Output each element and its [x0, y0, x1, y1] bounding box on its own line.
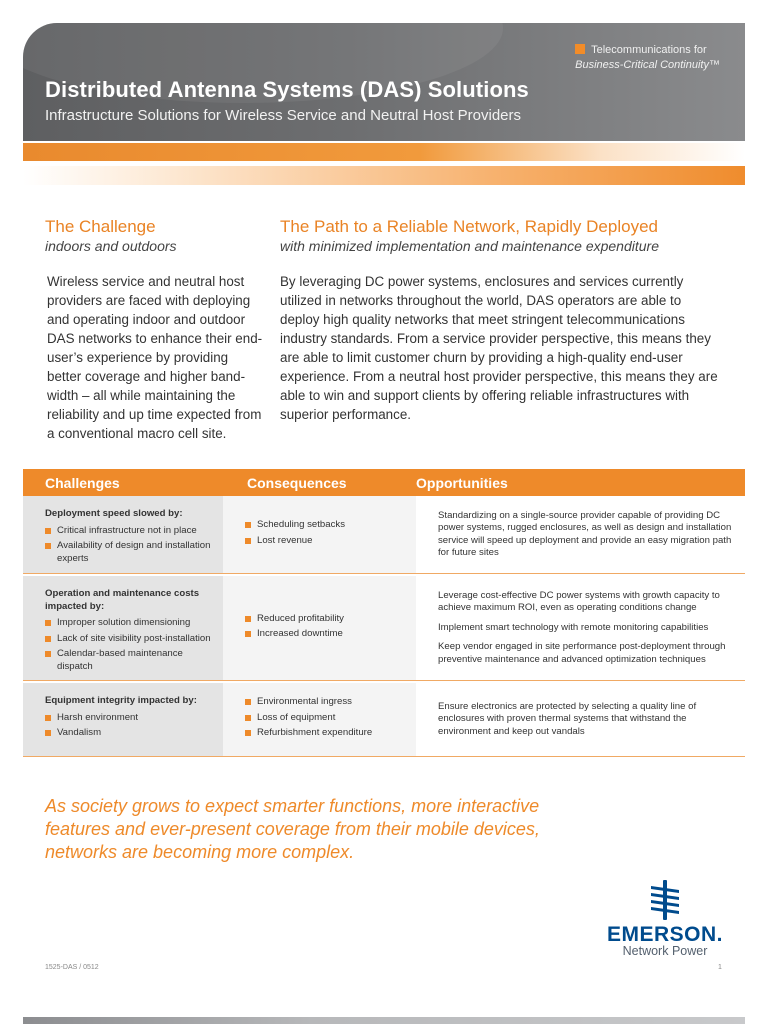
header-challenges: Challenges	[45, 474, 120, 491]
path-heading: The Path to a Reliable Network, Rapidly Deployed	[280, 217, 658, 236]
page-subtitle: Infrastructure Solutions for Wireless Service and Neutral Host Providers	[45, 107, 522, 124]
opportunity-cell	[416, 496, 745, 573]
orange-band-bottom	[23, 166, 745, 185]
logo-wordmark: EMERSON.	[606, 923, 723, 946]
challenge-section	[45, 217, 265, 443]
logo-division: Network Power	[622, 944, 708, 958]
table-row	[23, 496, 745, 574]
opportunity-text: Ensure electronics are protected by selecting a quality line of enclosures with proven thermal systems that withstand the environment and keep out vandals	[438, 700, 697, 737]
bullet-square-icon	[45, 620, 51, 626]
consequence-cell	[223, 576, 416, 680]
challenges-table	[23, 469, 745, 757]
challenge-lead: Deployment speed slowed by:	[45, 508, 183, 519]
tagline-line1: Telecommunications for	[591, 44, 707, 56]
list-item: Reduced profitability	[245, 613, 408, 626]
bullet-square-icon	[245, 538, 251, 544]
list-item: Calendar-based maintenance dispatch	[45, 648, 215, 673]
tagline-line2: Business-Critical Continuity™	[575, 59, 720, 71]
emerson-globe-icon	[648, 880, 682, 920]
challenge-lead: Operation and maintenance costs impacted by:	[45, 588, 200, 612]
consequence-cell	[223, 496, 416, 573]
bullet-square-icon	[45, 543, 51, 549]
list-item: Refurbishment expenditure	[245, 727, 408, 740]
challenge-cell	[23, 496, 223, 573]
opportunity-cell	[416, 576, 745, 680]
challenge-lead: Equipment integrity impacted by:	[45, 695, 197, 706]
table-row	[23, 576, 745, 681]
list-item: Improper solution dimensioning	[45, 617, 215, 630]
table-header	[23, 469, 745, 496]
opportunity-text: Standardizing on a single-source provider capable of providing DC power systems, rugged enclosures, as well as design and installation service will speed up deployment and provide an easy migration path for future sites	[438, 509, 732, 558]
challenge-body: Wireless service and neutral host providers are faced with deploying and operating indoor and outdoor DAS networks to enhance their end-user’s experience by providing better coverage and higher band-width – all while maintaining the reliability and up time expected from a conventional macro cell site.	[47, 274, 263, 441]
path-body: By leveraging DC power systems, enclosures and services currently utilized in networks throughout the world, DAS operators are able to deploy high quality networks that meet stringent telecommunications industry standards. From a service provider perspective, this means they are able to limit customer churn by providing a high-quality end-user experience. From a neutral host provider perspective, this means they are able to win and support clients by offering reliable infrastructures with superior performance.	[280, 274, 718, 422]
bullet-square-icon	[245, 715, 251, 721]
challenge-subheading: indoors and outdoors	[45, 238, 177, 254]
bullet-square-icon	[45, 651, 51, 657]
list-item: Lack of site visibility post-installation	[45, 633, 215, 646]
challenge-cell	[23, 683, 223, 756]
orange-band-top	[23, 143, 745, 161]
list-item: Critical infrastructure not in place	[45, 525, 215, 538]
tagline	[575, 43, 720, 73]
bullet-square-icon	[245, 522, 251, 528]
pull-quote: As society grows to expect smarter functions, more interactive features and ever-present coverage from their mobile devices, networks are becoming more complex.	[45, 796, 540, 862]
bullet-square-icon	[245, 631, 251, 637]
document-code: 1525-DAS / 0512	[45, 964, 99, 971]
bullet-square-icon	[45, 715, 51, 721]
opportunity-text: Keep vendor engaged in site performance post-deployment through preventive maintenance and advanced optimization techniques	[438, 641, 726, 665]
list-item: Increased downtime	[245, 628, 408, 641]
list-item: Availability of design and installation experts	[45, 540, 215, 565]
challenge-cell	[23, 576, 223, 680]
footer-strip	[23, 1017, 745, 1024]
list-item: Scheduling setbacks	[245, 519, 408, 532]
challenge-heading: The Challenge	[45, 217, 156, 236]
opportunity-text: Leverage cost-effective DC power systems with growth capacity to achieve maximum ROI, even as operating conditions change	[438, 589, 720, 614]
bullet-square-icon	[245, 616, 251, 622]
list-item: Vandalism	[45, 727, 215, 740]
list-item: Harsh environment	[45, 712, 215, 725]
list-item: Loss of equipment	[245, 712, 408, 725]
orange-square-icon	[575, 44, 585, 54]
opportunity-cell	[416, 683, 745, 756]
table-row	[23, 683, 745, 757]
bullet-square-icon	[45, 730, 51, 736]
list-item: Environmental ingress	[245, 696, 408, 709]
bullet-square-icon	[45, 528, 51, 534]
page-title: Distributed Antenna Systems (DAS) Solutions	[45, 77, 529, 102]
bullet-square-icon	[45, 636, 51, 642]
path-section	[280, 217, 720, 424]
page-number: 1	[718, 964, 722, 971]
header-opportunities: Opportunities	[416, 474, 508, 491]
consequence-cell	[223, 683, 416, 756]
bullet-square-icon	[245, 730, 251, 736]
emerson-logo	[600, 880, 730, 958]
path-subheading: with minimized implementation and maintenance expenditure	[280, 238, 659, 254]
bullet-square-icon	[245, 699, 251, 705]
opportunity-text: Implement smart technology with remote monitoring capabilities	[438, 621, 709, 633]
header-banner	[23, 23, 745, 141]
list-item: Lost revenue	[245, 535, 408, 548]
header-consequences: Consequences	[247, 474, 347, 491]
